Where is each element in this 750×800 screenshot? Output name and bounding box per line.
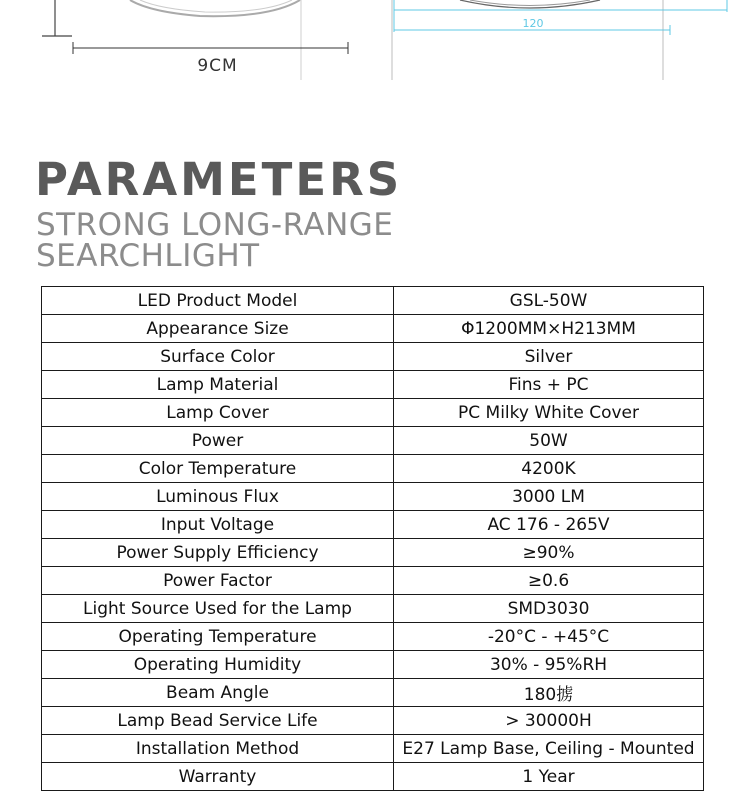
dimension-label-9cm: 9CM <box>197 56 238 76</box>
spec-value: 3000 LM <box>394 483 704 511</box>
technical-drawing-right <box>392 0 727 80</box>
table-row <box>42 427 704 455</box>
spec-label: Operating Humidity <box>42 651 394 679</box>
table-row <box>42 539 704 567</box>
spec-value: 1 Year <box>394 763 704 791</box>
table-row <box>42 511 704 539</box>
spec-label: LED Product Model <box>42 287 394 315</box>
spec-label: Warranty <box>42 763 394 791</box>
spec-label: Input Voltage <box>42 511 394 539</box>
spec-value: > 30000H <box>394 707 704 735</box>
spec-value: Φ1200MM×H213MM <box>394 315 704 343</box>
parameters-table <box>41 286 704 791</box>
table-row <box>42 399 704 427</box>
spec-value: Fins + PC <box>394 371 704 399</box>
dimension-label-120: 120 <box>522 17 544 30</box>
spec-label: Installation Method <box>42 735 394 763</box>
spec-value: 4200K <box>394 455 704 483</box>
spec-value: 180掳 <box>394 679 704 707</box>
table-row <box>42 483 704 511</box>
spec-label: Operating Temperature <box>42 623 394 651</box>
spec-value: SMD3030 <box>394 595 704 623</box>
spec-label: Power Factor <box>42 567 394 595</box>
table-row <box>42 763 704 791</box>
spec-label: Surface Color <box>42 343 394 371</box>
spec-label: Color Temperature <box>42 455 394 483</box>
spec-label: Beam Angle <box>42 679 394 707</box>
dimension-line-9cm <box>73 42 348 54</box>
spec-value: ≥90% <box>394 539 704 567</box>
table-row <box>42 371 704 399</box>
table-row <box>42 455 704 483</box>
spec-value: PC Milky White Cover <box>394 399 704 427</box>
spec-label: Lamp Material <box>42 371 394 399</box>
spec-value: -20°C - +45°C <box>394 623 704 651</box>
table-row <box>42 735 704 763</box>
section-subtitle: STRONG LONG-RANGE SEARCHLIGHT <box>36 207 394 274</box>
spec-label: Light Source Used for the Lamp <box>42 595 394 623</box>
table-row <box>42 707 704 735</box>
spec-label: Power <box>42 427 394 455</box>
spec-label: Appearance Size <box>42 315 394 343</box>
spec-label: Luminous Flux <box>42 483 394 511</box>
spec-value: GSL-50W <box>394 287 704 315</box>
spec-label: Power Supply Efficiency <box>42 539 394 567</box>
table-row <box>42 595 704 623</box>
spec-value: ≥0.6 <box>394 567 704 595</box>
spec-value: Silver <box>394 343 704 371</box>
table-row <box>42 315 704 343</box>
spec-value: AC 176 - 265V <box>394 511 704 539</box>
spec-value: 50W <box>394 427 704 455</box>
spec-label: Lamp Bead Service Life <box>42 707 394 735</box>
section-title: PARAMETERS <box>35 153 403 206</box>
table-row <box>42 567 704 595</box>
table-row <box>42 679 704 707</box>
dimension-drawing <box>0 0 750 90</box>
spec-value: E27 Lamp Base, Ceiling - Mounted <box>394 735 704 763</box>
table-row <box>42 287 704 315</box>
spec-value: 30% - 95%RH <box>394 651 704 679</box>
table-row <box>42 623 704 651</box>
table-row <box>42 343 704 371</box>
table-row <box>42 651 704 679</box>
spec-label: Lamp Cover <box>42 399 394 427</box>
